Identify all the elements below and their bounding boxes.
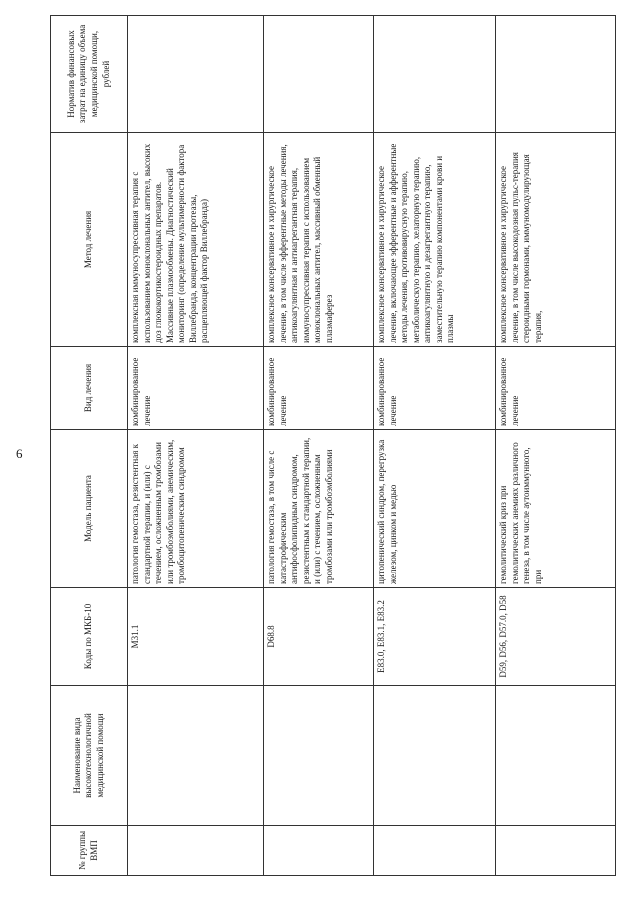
cell-treatment: комбинированное лечение — [264, 347, 374, 430]
cell-norm — [128, 16, 264, 133]
cell-model: патология гемостаза, в том числе с катастрофическим антифосфолипидным синдромом, резистентным к стандартной терапии, и (или) с течением, осложненным тромбозами или тромбоэмболиями — [264, 430, 374, 588]
cell-name — [264, 686, 374, 826]
header-name: Наименование вида высокотехнологичной медицинской помощи — [51, 686, 128, 826]
table-header-row — [51, 16, 128, 876]
cell-method: комплексное консервативное и хирургическое лечение, в том числе эфферентные методы лечения, антикоагулянтная и антиагрегантная терапия, иммуносупрессивная терапия с использованием моноклональных антител, массивный обменный плазмаферез — [264, 133, 374, 347]
cell-method: комплексное консервативное и хирургическое лечение, включающее эфферентные и афферентные методы лечения, противовирусную терапию, метаболическую терапию, хелаторную терапию, антикоагулянтную и дезагрегантную терапию, заместительную терапию компонентами крови и плазмы — [374, 133, 496, 347]
cell-norm — [264, 16, 374, 133]
cell-model: гемолитический криз при гемолитических анемиях различного генеза, в том числе аутоиммунного, при — [496, 430, 616, 588]
page-number: 6 — [16, 446, 23, 461]
cell-treatment: комбинированное лечение — [374, 347, 496, 430]
cell-code: M31.1 — [128, 588, 264, 686]
cell-group — [496, 826, 616, 876]
rotated-table-wrapper — [50, 16, 610, 876]
treatment-table — [50, 15, 616, 876]
table-row — [128, 16, 264, 876]
cell-group — [374, 826, 496, 876]
header-group: № группы ВМП — [51, 826, 128, 876]
cell-name — [128, 686, 264, 826]
cell-model: цитопенический синдром, перегрузка железом, цинком и медью — [374, 430, 496, 588]
cell-code: D59, D56, D57.0, D58 — [496, 588, 616, 686]
cell-name — [496, 686, 616, 826]
cell-code: E83.0, E83.1, E83.2 — [374, 588, 496, 686]
cell-norm — [374, 16, 496, 133]
header-norm: Норматив финансовых затрат на единицу объема медицинской помощи, рублей — [51, 16, 128, 133]
header-method: Метод лечения — [51, 133, 128, 347]
cell-treatment: комбинированное лечение — [496, 347, 616, 430]
cell-group — [128, 826, 264, 876]
header-model: Модель пациента — [51, 430, 128, 588]
table-row — [374, 16, 496, 876]
header-code: Коды по МКБ-10 — [51, 588, 128, 686]
cell-method: комплексная иммуносупрессивная терапия с использованием моноклональных антител, высоких доз глюкокортикостероидных препаратов. Массивные плазмообмены. Диагностический мониторинг (определение мультимерности фактора Виллебранда, концентрации протеазы, расщепляющей фактор Виллебранда) — [128, 133, 264, 347]
table-row — [264, 16, 374, 876]
header-treatment: Вид лечения — [51, 347, 128, 430]
cell-norm — [496, 16, 616, 133]
table-row — [496, 16, 616, 876]
cell-model: патология гемостаза, резистентная к стандартной терапии, и (или) с течением, осложненным тромбозами или тромбоэмболиями, анемическим, тромбоцитопеническим синдромом — [128, 430, 264, 588]
cell-group — [264, 826, 374, 876]
cell-code: D68.8 — [264, 588, 374, 686]
cell-name — [374, 686, 496, 826]
cell-treatment: комбинированное лечение — [128, 347, 264, 430]
cell-method: комплексное консервативное и хирургическое лечение, в том числе высокодозная пульс-терапия стероидными гормонами, иммуномодулирующая терапия, — [496, 133, 616, 347]
